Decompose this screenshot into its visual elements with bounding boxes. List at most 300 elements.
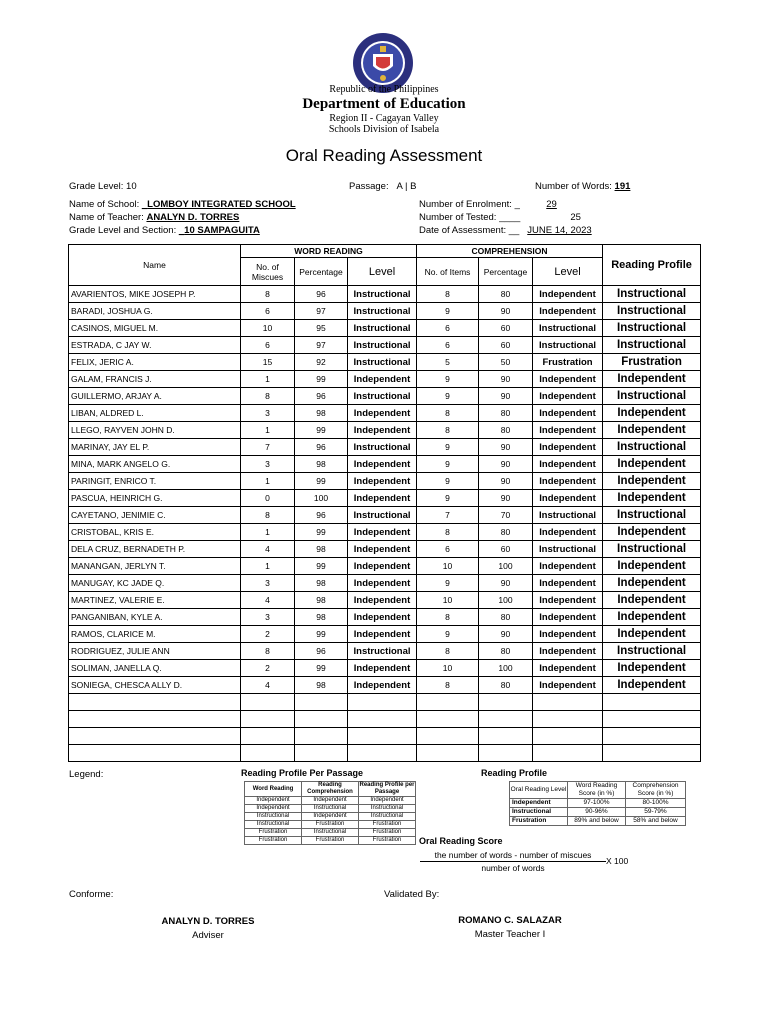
per-passage-cell: Frustration — [245, 829, 302, 837]
miscues-cell: 4 — [241, 541, 295, 558]
profile-cell: 80-100% — [626, 799, 686, 808]
per-passage-row — [245, 813, 416, 821]
miscues-cell: 2 — [241, 660, 295, 677]
empty-table-row — [69, 694, 701, 711]
items-cell: 9 — [417, 303, 479, 320]
tested-info: Number of Tested: ____ 25 — [419, 212, 581, 223]
word-level-cell: Independent — [348, 541, 417, 558]
comp-level-cell: Independent — [533, 643, 603, 660]
reading-profile-cell: Instructional — [603, 388, 701, 405]
word-level-cell: Instructional — [348, 643, 417, 660]
col-header-items: No. of Items — [417, 258, 479, 286]
comp-level-cell: Instructional — [533, 541, 603, 558]
student-name: PARINGIT, ENRICO T. — [69, 473, 241, 490]
word-level-cell: Independent — [348, 422, 417, 439]
section-info: Grade Level and Section: _10 SAMPAGUITA — [69, 225, 260, 236]
profile-cell: 90-96% — [568, 808, 626, 817]
per-passage-row — [245, 821, 416, 829]
student-name: MARTINEZ, VALERIE E. — [69, 592, 241, 609]
table-row — [69, 422, 701, 439]
per-passage-cell: Frustration — [359, 821, 416, 829]
table-row — [69, 541, 701, 558]
word-percentage-cell: 98 — [295, 677, 348, 694]
validator-name: ROMANO C. SALAZAR — [458, 915, 562, 926]
empty-cell — [348, 694, 417, 711]
table-row — [69, 371, 701, 388]
word-level-cell: Instructional — [348, 286, 417, 303]
word-percentage-cell: 100 — [295, 490, 348, 507]
table-row — [69, 677, 701, 694]
miscues-cell: 8 — [241, 507, 295, 524]
comp-level-cell: Instructional — [533, 507, 603, 524]
table-row — [69, 558, 701, 575]
comp-percentage-cell: 60 — [479, 320, 533, 337]
comp-level-cell: Instructional — [533, 320, 603, 337]
word-percentage-cell: 98 — [295, 456, 348, 473]
comp-percentage-cell: 90 — [479, 388, 533, 405]
empty-cell — [603, 694, 701, 711]
miscues-cell: 3 — [241, 405, 295, 422]
reading-profile-cell: Independent — [603, 371, 701, 388]
items-cell: 7 — [417, 507, 479, 524]
empty-cell — [479, 694, 533, 711]
table-row — [69, 490, 701, 507]
comp-percentage-cell: 80 — [479, 286, 533, 303]
conforme-label: Conforme: — [69, 889, 114, 900]
reading-profile-title: Reading Profile — [481, 768, 548, 778]
per-passage-title: Reading Profile Per Passage — [241, 768, 364, 778]
empty-table-row — [69, 728, 701, 745]
reading-profile-cell: Instructional — [603, 303, 701, 320]
profile-cell: 59-79% — [626, 808, 686, 817]
word-percentage-cell: 96 — [295, 439, 348, 456]
profile-cell: Instructional — [510, 808, 568, 817]
word-percentage-cell: 96 — [295, 286, 348, 303]
items-cell: 9 — [417, 490, 479, 507]
empty-cell — [603, 745, 701, 762]
empty-cell — [348, 745, 417, 762]
student-name: LLEGO, RAYVEN JOHN D. — [69, 422, 241, 439]
word-percentage-cell: 96 — [295, 507, 348, 524]
items-cell: 9 — [417, 575, 479, 592]
miscues-cell: 4 — [241, 592, 295, 609]
col-header-comp-level: Level — [533, 258, 603, 286]
student-name: RODRIGUEZ, JULIE ANN — [69, 643, 241, 660]
empty-cell — [241, 694, 295, 711]
score-numerator: the number of words - number of miscues — [420, 850, 606, 862]
comp-percentage-cell: 80 — [479, 677, 533, 694]
miscues-cell: 3 — [241, 456, 295, 473]
word-level-cell: Independent — [348, 524, 417, 541]
department-line: Department of Education — [302, 96, 466, 112]
word-level-cell: Independent — [348, 473, 417, 490]
comp-level-cell: Independent — [533, 371, 603, 388]
date-info: Date of Assessment: __ JUNE 14, 2023 — [419, 225, 592, 236]
comp-percentage-cell: 90 — [479, 456, 533, 473]
per-passage-table — [244, 781, 416, 845]
items-cell: 6 — [417, 320, 479, 337]
comp-level-cell: Independent — [533, 286, 603, 303]
word-percentage-cell: 96 — [295, 388, 348, 405]
table-row — [69, 303, 701, 320]
profile-header: Word Reading Score (in %) — [568, 782, 626, 799]
comp-level-cell: Independent — [533, 422, 603, 439]
per-passage-cell: Instructional — [245, 821, 302, 829]
word-level-cell: Independent — [348, 575, 417, 592]
reading-profile-cell: Independent — [603, 592, 701, 609]
profile-row — [510, 799, 686, 808]
reading-profile-cell: Independent — [603, 405, 701, 422]
per-passage-header: Word Reading — [245, 782, 302, 797]
word-level-cell: Independent — [348, 405, 417, 422]
region-line: Region II - Cagayan Valley — [329, 113, 439, 124]
reading-profile-cell: Instructional — [603, 320, 701, 337]
items-cell: 5 — [417, 354, 479, 371]
student-name: AVARIENTOS, MIKE JOSEPH P. — [69, 286, 241, 303]
profile-cell: 89% and below — [568, 817, 626, 826]
word-percentage-cell: 98 — [295, 405, 348, 422]
empty-cell — [295, 711, 348, 728]
word-percentage-cell: 92 — [295, 354, 348, 371]
student-name: LIBAN, ALDRED L. — [69, 405, 241, 422]
word-percentage-cell: 98 — [295, 541, 348, 558]
reading-profile-cell: Independent — [603, 575, 701, 592]
items-cell: 8 — [417, 422, 479, 439]
table-row — [69, 320, 701, 337]
comp-percentage-cell: 100 — [479, 592, 533, 609]
reading-profile-cell: Instructional — [603, 337, 701, 354]
comp-percentage-cell: 80 — [479, 609, 533, 626]
student-name: MANUGAY, KC JADE Q. — [69, 575, 241, 592]
student-name: GALAM, FRANCIS J. — [69, 371, 241, 388]
word-level-cell: Independent — [348, 490, 417, 507]
empty-cell — [417, 694, 479, 711]
number-of-words-info: Number of Words: 191 — [535, 181, 631, 192]
items-cell: 10 — [417, 660, 479, 677]
word-level-cell: Instructional — [348, 388, 417, 405]
table-row — [69, 592, 701, 609]
per-passage-cell: Independent — [302, 813, 359, 821]
word-percentage-cell: 95 — [295, 320, 348, 337]
empty-cell — [295, 694, 348, 711]
reading-profile-cell: Instructional — [603, 643, 701, 660]
legend-label: Legend: — [69, 769, 104, 780]
col-header-comp-percentage: Percentage — [479, 258, 533, 286]
comp-level-cell: Independent — [533, 388, 603, 405]
profile-cell: 58% and below — [626, 817, 686, 826]
empty-table-row — [69, 711, 701, 728]
word-percentage-cell: 96 — [295, 643, 348, 660]
miscues-cell: 4 — [241, 677, 295, 694]
reading-profile-cell: Frustration — [603, 354, 701, 371]
empty-cell — [241, 745, 295, 762]
comp-percentage-cell: 80 — [479, 405, 533, 422]
empty-cell — [533, 728, 603, 745]
reading-profile-cell: Independent — [603, 456, 701, 473]
division-line: Schools Division of Isabela — [328, 124, 440, 135]
items-cell: 10 — [417, 558, 479, 575]
miscues-cell: 10 — [241, 320, 295, 337]
reading-profile-cell: Instructional — [603, 541, 701, 558]
miscues-cell: 7 — [241, 439, 295, 456]
word-level-cell: Independent — [348, 371, 417, 388]
per-passage-cell: Instructional — [302, 829, 359, 837]
comp-level-cell: Instructional — [533, 337, 603, 354]
word-percentage-cell: 99 — [295, 660, 348, 677]
empty-cell — [603, 711, 701, 728]
items-cell: 8 — [417, 609, 479, 626]
per-passage-cell: Independent — [359, 797, 416, 805]
per-passage-row — [245, 837, 416, 845]
word-percentage-cell: 99 — [295, 626, 348, 643]
miscues-cell: 8 — [241, 388, 295, 405]
table-row — [69, 388, 701, 405]
reading-profile-cell: Independent — [603, 524, 701, 541]
comp-percentage-cell: 60 — [479, 541, 533, 558]
student-name: ESTRADA, C JAY W. — [69, 337, 241, 354]
word-level-cell: Instructional — [348, 303, 417, 320]
comp-level-cell: Independent — [533, 473, 603, 490]
per-passage-row — [245, 829, 416, 837]
word-percentage-cell: 98 — [295, 575, 348, 592]
miscues-cell: 1 — [241, 422, 295, 439]
per-passage-cell: Independent — [302, 797, 359, 805]
per-passage-row — [245, 805, 416, 813]
document-header — [0, 34, 768, 135]
items-cell: 9 — [417, 456, 479, 473]
word-level-cell: Independent — [348, 626, 417, 643]
profile-header: Oral Reading Level — [510, 782, 568, 799]
empty-cell — [348, 711, 417, 728]
empty-cell — [603, 728, 701, 745]
table-row — [69, 626, 701, 643]
empty-cell — [479, 728, 533, 745]
score-denominator: number of words — [481, 863, 545, 873]
validated-by-label: Validated By: — [384, 889, 440, 900]
empty-cell — [295, 728, 348, 745]
per-passage-cell: Instructional — [359, 813, 416, 821]
empty-cell — [533, 694, 603, 711]
miscues-cell: 3 — [241, 575, 295, 592]
reading-profile-cell: Independent — [603, 558, 701, 575]
word-level-cell: Independent — [348, 592, 417, 609]
empty-cell — [479, 711, 533, 728]
empty-cell — [241, 728, 295, 745]
page-title: Oral Reading Assessment — [285, 146, 483, 165]
word-percentage-cell: 99 — [295, 558, 348, 575]
per-passage-cell: Instructional — [359, 805, 416, 813]
student-name: FELIX, JERIC A. — [69, 354, 241, 371]
word-percentage-cell: 99 — [295, 371, 348, 388]
items-cell: 9 — [417, 626, 479, 643]
comp-percentage-cell: 90 — [479, 575, 533, 592]
per-passage-cell: Frustration — [302, 821, 359, 829]
miscues-cell: 8 — [241, 286, 295, 303]
reading-profile-table — [509, 781, 686, 826]
reading-profile-cell: Independent — [603, 677, 701, 694]
per-passage-row — [245, 797, 416, 805]
table-row — [69, 643, 701, 660]
comp-percentage-cell: 90 — [479, 371, 533, 388]
word-percentage-cell: 97 — [295, 337, 348, 354]
comp-level-cell: Independent — [533, 405, 603, 422]
adviser-role: Adviser — [192, 930, 224, 941]
table-body — [69, 286, 701, 762]
student-name: GUILLERMO, ARJAY A. — [69, 388, 241, 405]
items-cell: 8 — [417, 405, 479, 422]
table-row — [69, 507, 701, 524]
empty-cell — [533, 711, 603, 728]
comp-level-cell: Independent — [533, 439, 603, 456]
items-cell: 8 — [417, 286, 479, 303]
miscues-cell: 1 — [241, 473, 295, 490]
score-multiplier: X 100 — [606, 856, 629, 866]
passage-info: Passage: A | B — [349, 181, 417, 192]
col-header-word-percentage: Percentage — [295, 258, 348, 286]
enrolment-info: Number of Enrolment: _ 29 — [419, 199, 557, 210]
miscues-cell: 2 — [241, 626, 295, 643]
word-percentage-cell: 99 — [295, 524, 348, 541]
table-row — [69, 354, 701, 371]
comp-percentage-cell: 50 — [479, 354, 533, 371]
reading-profile-cell: Independent — [603, 473, 701, 490]
word-level-cell: Independent — [348, 609, 417, 626]
comp-percentage-cell: 70 — [479, 507, 533, 524]
word-percentage-cell: 98 — [295, 592, 348, 609]
table-row — [69, 609, 701, 626]
comp-percentage-cell: 80 — [479, 524, 533, 541]
group-header-comprehension: COMPREHENSION — [417, 245, 603, 258]
miscues-cell: 3 — [241, 609, 295, 626]
items-cell: 9 — [417, 473, 479, 490]
word-level-cell: Instructional — [348, 320, 417, 337]
empty-cell — [417, 711, 479, 728]
items-cell: 9 — [417, 371, 479, 388]
student-name: MANANGAN, JERLYN T. — [69, 558, 241, 575]
word-percentage-cell: 99 — [295, 473, 348, 490]
items-cell: 10 — [417, 592, 479, 609]
adviser-name: ANALYN D. TORRES — [161, 916, 255, 927]
comp-percentage-cell: 80 — [479, 643, 533, 660]
comp-level-cell: Independent — [533, 575, 603, 592]
comp-level-cell: Independent — [533, 490, 603, 507]
word-level-cell: Instructional — [348, 337, 417, 354]
per-passage-header: Reading Comprehension — [302, 782, 359, 797]
teacher-info: Name of Teacher: ANALYN D. TORRES — [69, 212, 240, 223]
profile-cell: 97-100% — [568, 799, 626, 808]
comp-percentage-cell: 90 — [479, 303, 533, 320]
profile-cell: Independent — [510, 799, 568, 808]
comp-percentage-cell: 100 — [479, 558, 533, 575]
student-name: SOLIMAN, JANELLA Q. — [69, 660, 241, 677]
per-passage-cell: Frustration — [359, 829, 416, 837]
comp-level-cell: Independent — [533, 609, 603, 626]
word-level-cell: Independent — [348, 456, 417, 473]
col-header-miscues: No. of Miscues — [241, 258, 295, 286]
word-level-cell: Independent — [348, 558, 417, 575]
school-info: Name of School: _LOMBOY INTEGRATED SCHOOL — [69, 199, 296, 210]
comp-level-cell: Independent — [533, 677, 603, 694]
items-cell: 8 — [417, 677, 479, 694]
empty-cell — [295, 745, 348, 762]
table-row — [69, 524, 701, 541]
student-name: CASINOS, MIGUEL M. — [69, 320, 241, 337]
empty-cell — [417, 745, 479, 762]
items-cell: 8 — [417, 524, 479, 541]
student-name: BARADI, JOSHUA G. — [69, 303, 241, 320]
word-percentage-cell: 98 — [295, 609, 348, 626]
assessment-table — [68, 244, 701, 762]
empty-cell — [69, 711, 241, 728]
table-row — [69, 286, 701, 303]
miscues-cell: 1 — [241, 558, 295, 575]
empty-cell — [69, 745, 241, 762]
student-name: MINA, MARK ANGELO G. — [69, 456, 241, 473]
items-cell: 6 — [417, 337, 479, 354]
comp-level-cell: Independent — [533, 660, 603, 677]
items-cell: 9 — [417, 439, 479, 456]
grade-level-info: Grade Level: 10 — [69, 181, 137, 192]
comp-percentage-cell: 90 — [479, 473, 533, 490]
word-level-cell: Instructional — [348, 439, 417, 456]
country-line: Republic of the Philippines — [329, 84, 439, 95]
comp-level-cell: Independent — [533, 303, 603, 320]
col-header-word-level: Level — [348, 258, 417, 286]
per-passage-cell: Independent — [245, 805, 302, 813]
comp-percentage-cell: 80 — [479, 422, 533, 439]
student-name: CRISTOBAL, KRIS E. — [69, 524, 241, 541]
word-percentage-cell: 99 — [295, 422, 348, 439]
table-row — [69, 405, 701, 422]
empty-cell — [69, 694, 241, 711]
reading-profile-cell: Instructional — [603, 439, 701, 456]
per-passage-cell: Instructional — [302, 805, 359, 813]
col-header-reading-profile: Reading Profile — [603, 245, 701, 286]
word-level-cell: Instructional — [348, 507, 417, 524]
word-level-cell: Instructional — [348, 354, 417, 371]
empty-cell — [417, 728, 479, 745]
comp-level-cell: Independent — [533, 524, 603, 541]
table-row — [69, 660, 701, 677]
reading-profile-cell: Independent — [603, 660, 701, 677]
reading-profile-cell: Independent — [603, 609, 701, 626]
profile-row — [510, 808, 686, 817]
comp-level-cell: Independent — [533, 558, 603, 575]
profile-cell: Frustration — [510, 817, 568, 826]
miscues-cell: 0 — [241, 490, 295, 507]
reading-profile-cell: Instructional — [603, 286, 701, 303]
items-cell: 9 — [417, 388, 479, 405]
student-name: CAYETANO, JENIMIE C. — [69, 507, 241, 524]
reading-profile-cell: Independent — [603, 626, 701, 643]
items-cell: 8 — [417, 643, 479, 660]
per-passage-cell: Instructional — [245, 813, 302, 821]
table-row — [69, 575, 701, 592]
empty-cell — [69, 728, 241, 745]
items-cell: 6 — [417, 541, 479, 558]
col-header-name: Name — [69, 245, 241, 286]
per-passage-cell: Frustration — [359, 837, 416, 845]
table-row — [69, 439, 701, 456]
student-name: DELA CRUZ, BERNADETH P. — [69, 541, 241, 558]
word-level-cell: Independent — [348, 677, 417, 694]
miscues-cell: 1 — [241, 371, 295, 388]
miscues-cell: 1 — [241, 524, 295, 541]
per-passage-cell: Frustration — [302, 837, 359, 845]
oral-reading-score-title: Oral Reading Score — [419, 836, 503, 846]
student-name: SONIEGA, CHESCA ALLY D. — [69, 677, 241, 694]
comp-level-cell: Independent — [533, 456, 603, 473]
